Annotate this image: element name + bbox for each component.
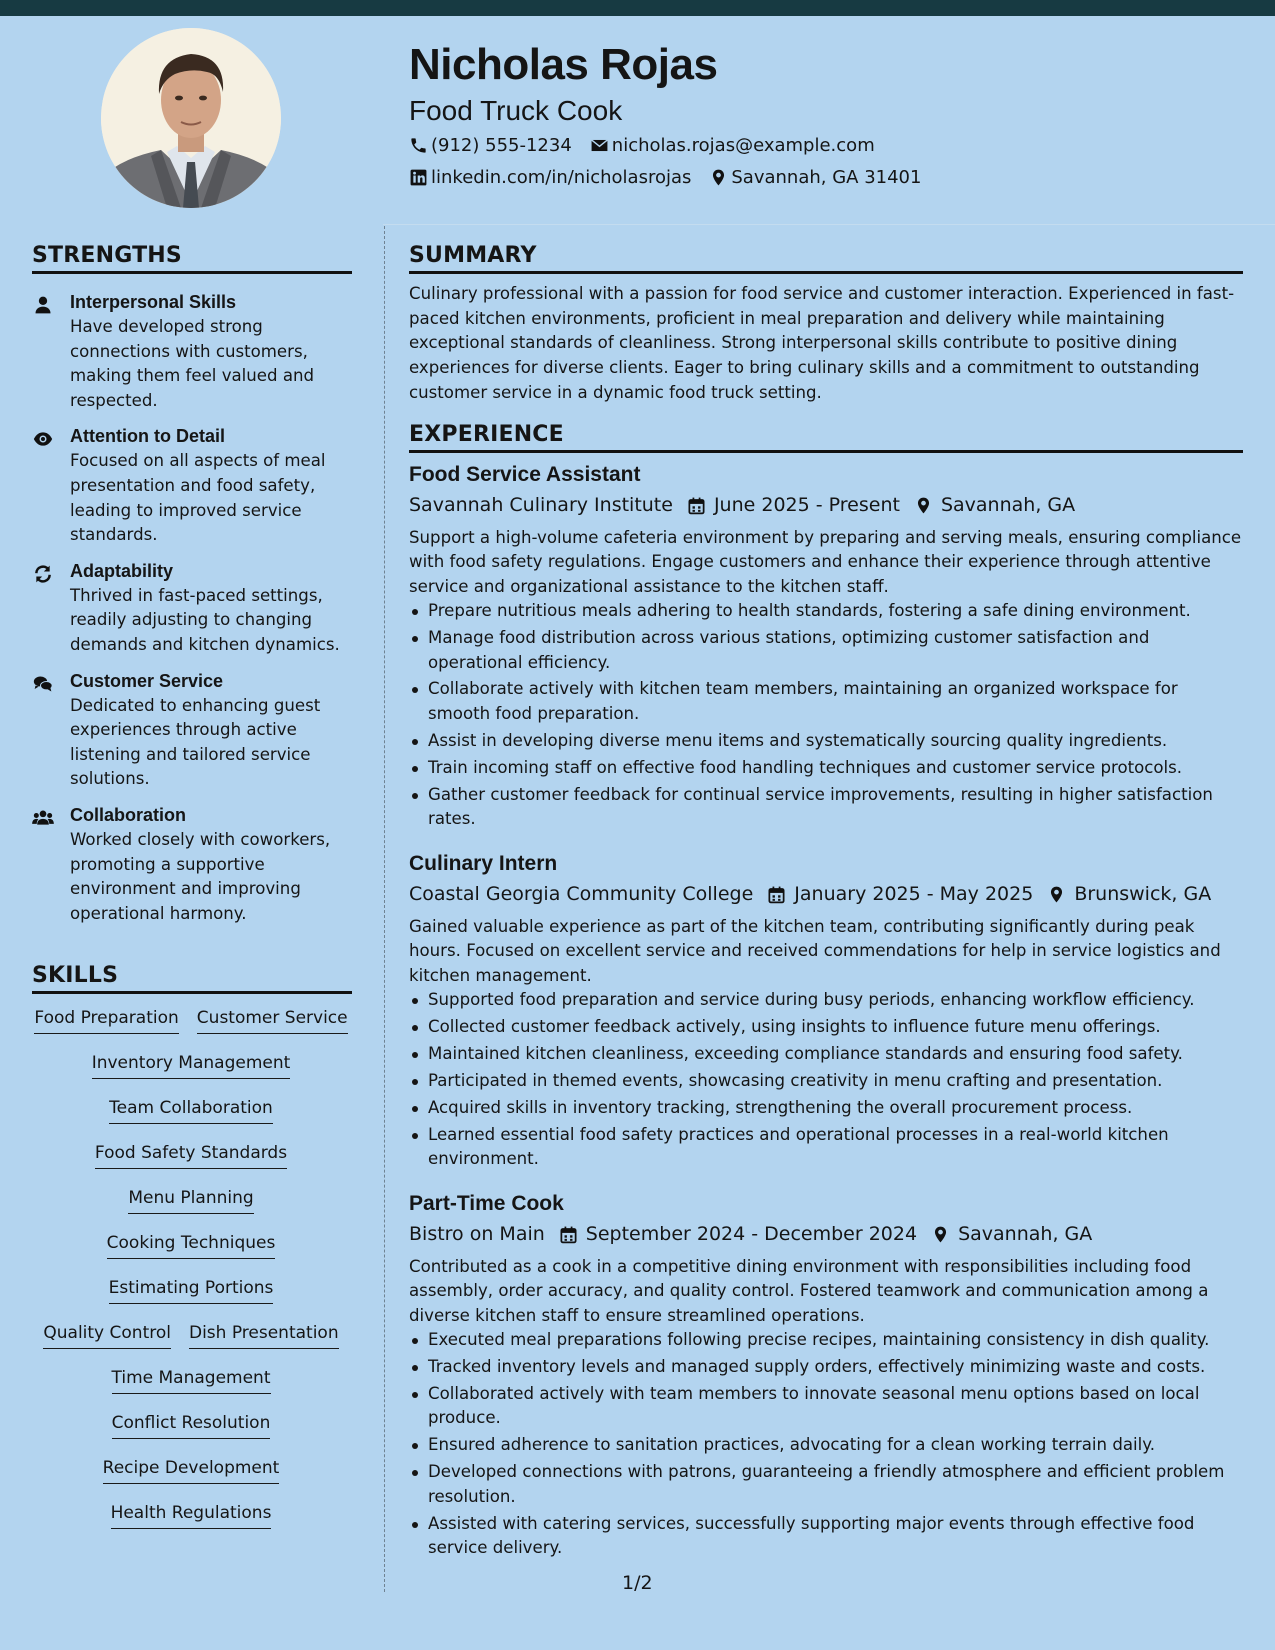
strength-description: Worked closely with coworkers, promoting a supportive environment and improving operational harmony. <box>70 829 331 923</box>
strength-item <box>32 561 352 658</box>
linkedin-contact[interactable] <box>409 167 691 188</box>
map-marker-icon <box>931 1225 950 1244</box>
sync-icon <box>32 561 70 658</box>
contact-row-1 <box>409 135 893 156</box>
job-dates: January 2025 - May 2025 <box>794 883 1034 905</box>
users-icon <box>32 805 70 926</box>
eye-icon <box>32 426 70 547</box>
skill-row <box>30 1503 352 1548</box>
skill-row <box>30 1323 352 1368</box>
strength-description: Have developed strong connections with customers, making them feel valued and respected. <box>70 317 315 410</box>
skill-row <box>30 1233 352 1278</box>
job-title: Culinary Intern <box>409 852 558 875</box>
job-bullets <box>409 1328 1243 1560</box>
job-bullet: Supported food preparation and service during busy periods, enhancing workflow efficiency. <box>409 988 1243 1012</box>
user-icon <box>32 292 70 413</box>
job-entry <box>409 851 1243 1174</box>
job-bullet: Gather customer feedback for continual service improvements, resulting in higher satisfaction rates. <box>409 783 1243 832</box>
job-description: Gained valuable experience as part of the kitchen team, contributing significantly during peak hours. Focused on excellent service and received commendations for help in service logistics and kitchen management. <box>409 917 1221 985</box>
location-contact <box>709 167 921 188</box>
candidate-title: Food Truck Cook <box>409 95 623 126</box>
skill-tag: Estimating Portions <box>109 1278 274 1304</box>
job-bullet: Maintained kitchen cleanliness, exceeding compliance standards and ensuring food safety. <box>409 1042 1243 1066</box>
strength-description: Dedicated to enhancing guest experiences through active listening and tailored service solutions. <box>70 695 321 789</box>
profile-photo <box>101 28 281 208</box>
job-bullets <box>409 988 1243 1171</box>
strength-title: Adaptability <box>70 560 174 581</box>
page-number: 1/2 <box>622 1572 653 1594</box>
email-text: nicholas.rojas@example.com <box>611 135 875 156</box>
skill-tag: Food Preparation <box>34 1008 178 1034</box>
job-bullet: Developed connections with patrons, guaranteeing a friendly atmosphere and efficient problem resolution. <box>409 1460 1243 1509</box>
skill-tag: Customer Service <box>197 1008 348 1034</box>
skill-tag: Time Management <box>112 1368 271 1394</box>
job-location: Savannah, GA <box>958 1223 1093 1245</box>
job-entry <box>409 1191 1243 1563</box>
skill-row <box>30 1368 352 1413</box>
strength-description: Focused on all aspects of meal presentation and food safety, leading to improved service standards. <box>70 451 326 545</box>
job-bullet: Ensured adherence to sanitation practices, advocating for a clean working terrain daily. <box>409 1433 1243 1457</box>
skill-row <box>30 1098 352 1143</box>
skills-list <box>30 1008 352 1548</box>
job-bullet: Collaborated actively with team members to innovate seasonal menu options based on local produce. <box>409 1382 1243 1431</box>
job-meta <box>409 493 1243 517</box>
skill-tag: Team Collaboration <box>109 1098 273 1124</box>
skills-heading: SKILLS <box>32 963 352 994</box>
strength-title: Collaboration <box>70 804 186 825</box>
job-description: Support a high-volume cafeteria environment by preparing and serving meals, ensuring compliance with food safety regulations. Engage customers and enhance their experience through attentive service and organizational assistance to the kitchen staff. <box>409 528 1242 596</box>
strength-description: Thrived in fast-paced settings, readily adjusting to changing demands and kitchen dynamics. <box>70 585 340 654</box>
calendar-icon <box>559 1225 578 1244</box>
strength-title: Customer Service <box>70 670 224 691</box>
job-company: Coastal Georgia Community College <box>409 883 754 905</box>
job-description: Contributed as a cook in a competitive dining environment with responsibilities including food assembly, order accuracy, and quality control. Fostered teamwork and communication among a diverse kitchen staff to ensure streamlined operations. <box>409 1257 1209 1325</box>
skill-row <box>30 1008 352 1053</box>
strength-item <box>32 805 352 926</box>
job-title: Food Service Assistant <box>409 463 641 486</box>
profile-photo-illustration <box>101 28 281 208</box>
strength-item <box>32 292 352 413</box>
strengths-heading: STRENGTHS <box>32 243 352 274</box>
strength-item <box>32 671 352 792</box>
job-bullet: Participated in themed events, showcasing creativity in menu crafting and presentation. <box>409 1069 1243 1093</box>
job-bullet: Prepare nutritious meals adhering to health standards, fostering a safe dining environment. <box>409 599 1243 623</box>
skill-tag: Conflict Resolution <box>112 1413 271 1439</box>
job-bullet: Tracked inventory levels and managed supply orders, effectively minimizing waste and costs. <box>409 1355 1243 1379</box>
job-bullet: Assist in developing diverse menu items and systematically sourcing quality ingredients. <box>409 729 1243 753</box>
strength-item <box>32 426 352 547</box>
job-bullet: Train incoming staff on effective food handling techniques and customer service protocols. <box>409 756 1243 780</box>
comments-icon <box>32 671 70 792</box>
skill-tag: Dish Presentation <box>189 1323 339 1349</box>
strengths-list <box>32 292 352 939</box>
phone-icon <box>409 136 428 155</box>
skill-tag: Inventory Management <box>92 1053 291 1079</box>
map-marker-icon <box>709 168 728 187</box>
job-bullet: Collected customer feedback actively, using insights to influence future menu offerings. <box>409 1015 1243 1039</box>
job-bullet: Manage food distribution across various stations, optimizing customer satisfaction and operational efficiency. <box>409 626 1243 675</box>
column-divider <box>384 226 385 1592</box>
skill-row <box>30 1413 352 1458</box>
calendar-icon <box>687 496 706 515</box>
contact-row-2 <box>409 167 939 188</box>
skill-tag: Food Safety Standards <box>95 1143 287 1169</box>
location-text: Savannah, GA 31401 <box>731 167 922 188</box>
job-bullet: Acquired skills in inventory tracking, strengthening the overall procurement process. <box>409 1096 1243 1120</box>
skill-tag: Recipe Development <box>103 1458 280 1484</box>
skill-tag: Health Regulations <box>111 1503 272 1529</box>
job-meta <box>409 1222 1243 1246</box>
job-company: Savannah Culinary Institute <box>409 494 673 516</box>
candidate-name: Nicholas Rojas <box>409 40 718 89</box>
experience-heading: EXPERIENCE <box>409 422 1243 453</box>
summary-text: Culinary professional with a passion for food service and customer interaction. Experienced in fast-paced kitchen environments, proficient in meal preparation and delivery while maintaining exceptional standards of cleanliness. Strong interpersonal skills contribute to positive dining experiences for diverse clients. Eager to bring culinary skills and a commitment to outstanding customer service in a dynamic food truck setting. <box>409 284 1235 402</box>
email-contact[interactable] <box>590 135 875 156</box>
skill-row <box>30 1188 352 1233</box>
phone-text: (912) 555-1234 <box>431 135 572 156</box>
header-divider <box>383 224 1275 225</box>
job-dates: September 2024 - December 2024 <box>585 1223 918 1245</box>
phone-contact[interactable] <box>409 135 572 156</box>
map-marker-icon <box>1047 885 1066 904</box>
job-company: Bistro on Main <box>409 1223 545 1245</box>
skill-row <box>30 1278 352 1323</box>
summary-heading: SUMMARY <box>409 243 1243 274</box>
skill-row <box>30 1053 352 1098</box>
top-bar <box>0 0 1275 16</box>
skill-row <box>30 1143 352 1188</box>
envelope-icon <box>590 136 609 155</box>
map-marker-icon <box>914 496 933 515</box>
linkedin-icon <box>409 168 428 187</box>
job-meta <box>409 882 1243 906</box>
job-location: Savannah, GA <box>940 494 1076 516</box>
job-location: Brunswick, GA <box>1074 883 1212 905</box>
strength-title: Attention to Detail <box>70 426 225 447</box>
job-entry <box>409 462 1243 834</box>
job-bullet: Assisted with catering services, successfully supporting major events through effective food service delivery. <box>409 1512 1243 1561</box>
skill-tag: Quality Control <box>43 1323 171 1349</box>
strength-title: Interpersonal Skills <box>70 292 237 312</box>
skill-row <box>30 1458 352 1503</box>
job-bullet: Collaborate actively with kitchen team members, maintaining an organized workspace for smooth food preparation. <box>409 677 1243 726</box>
job-bullets <box>409 599 1243 831</box>
job-dates: June 2025 - Present <box>713 494 900 516</box>
skill-tag: Menu Planning <box>128 1188 253 1214</box>
skill-tag: Cooking Techniques <box>107 1233 276 1259</box>
job-bullet: Executed meal preparations following precise recipes, maintaining consistency in dish quality. <box>409 1328 1243 1352</box>
linkedin-text: linkedin.com/in/nicholasrojas <box>431 167 692 188</box>
calendar-icon <box>767 885 786 904</box>
job-bullet: Learned essential food safety practices and operational processes in a real-world kitchen environment. <box>409 1123 1243 1172</box>
job-title: Part-Time Cook <box>409 1192 564 1215</box>
